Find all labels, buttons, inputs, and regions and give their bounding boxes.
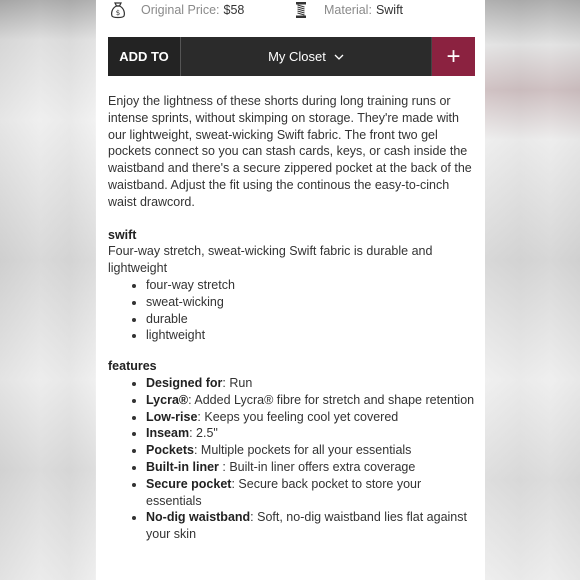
feature-separator: :	[231, 476, 239, 491]
feature-text: Keeps you feeling cool yet covered	[204, 409, 399, 424]
chevron-down-icon	[334, 49, 344, 64]
fabric-spool-icon	[292, 1, 310, 19]
feature-item	[146, 375, 478, 392]
feature-text: Secure back pocket to store your essentials	[146, 476, 422, 508]
feature-separator: :	[222, 375, 230, 390]
features-list	[108, 375, 478, 543]
description-text: Enjoy the lightness of these shorts during long training runs or intense sprints, without skimping on storage. They're made with our lightweight, sweat-wicking Swift fabric. The front two gel pockets connect so you can stash cards, keys, or cash inside the waistband and there's a secure zippered pocket at the back of the waistband. Adjust the fit using the continous the easy-to-cinch waist drawcord.	[108, 94, 472, 209]
blurred-background-left	[0, 0, 96, 580]
feature-label: Designed for	[146, 375, 223, 390]
feature-text: Soft, no-dig waistband lies flat against your skin	[146, 510, 467, 542]
feature-label: Inseam	[146, 426, 190, 441]
list-item: • four-way stretch	[146, 277, 478, 294]
feature-item	[146, 476, 478, 510]
feature-label: Built-in liner	[146, 459, 219, 474]
feature-label: Pockets	[146, 443, 194, 458]
list-item: • durable	[146, 311, 478, 328]
original-price-value: $58	[223, 3, 245, 17]
list-item: • lightweight	[146, 327, 478, 344]
blurred-background-right	[485, 0, 580, 580]
feature-text: Multiple pockets for all your essentials	[200, 443, 412, 458]
feature-label: Low-rise	[146, 409, 198, 424]
feature-separator: :	[218, 459, 230, 474]
feature-text: 2.5"	[196, 426, 218, 441]
feature-label: Lycra®	[146, 392, 189, 407]
swift-section-text: Four-way stretch, sweat-wicking Swift fabric is durable and lightweight	[108, 244, 433, 276]
feature-separator: :	[193, 443, 201, 458]
feature-text: Added Lycra® fibre for stretch and shape retention	[194, 392, 475, 407]
feature-separator: :	[189, 426, 197, 441]
feature-item	[146, 409, 478, 426]
product-details-panel	[96, 0, 485, 580]
feature-item	[146, 459, 478, 476]
feature-text: Built-in liner offers extra coverage	[229, 459, 416, 474]
product-description	[108, 93, 478, 543]
add-to-closet-bar	[108, 37, 475, 76]
swift-bullet-list	[108, 277, 478, 344]
feature-item	[146, 509, 478, 543]
feature-item	[146, 425, 478, 442]
feature-separator: :	[250, 510, 258, 525]
feature-separator: :	[197, 409, 205, 424]
original-price-label: Original Price:	[141, 3, 220, 17]
swift-section-title: swift	[108, 227, 137, 242]
list-item: • sweat-wicking	[146, 294, 478, 311]
add-to-label: ADD TO	[108, 37, 181, 76]
money-bag-icon	[109, 1, 127, 19]
material-label: Material:	[324, 3, 372, 17]
feature-label: Secure pocket	[146, 476, 232, 491]
svg-text:$: $	[115, 9, 121, 17]
features-section-title: features	[108, 359, 157, 374]
feature-separator: :	[188, 392, 195, 407]
original-price	[109, 1, 244, 19]
product-meta-row	[96, 0, 485, 22]
material-value: Swift	[375, 3, 404, 17]
closet-dropdown-label: My Closet	[268, 49, 326, 64]
add-to-closet-button[interactable]: +	[431, 37, 475, 76]
feature-text: Run	[229, 375, 253, 390]
feature-item	[146, 442, 478, 459]
feature-item	[146, 392, 478, 409]
closet-dropdown[interactable]	[181, 37, 431, 76]
material	[292, 1, 403, 19]
feature-label: No-dig waistband	[146, 510, 251, 525]
